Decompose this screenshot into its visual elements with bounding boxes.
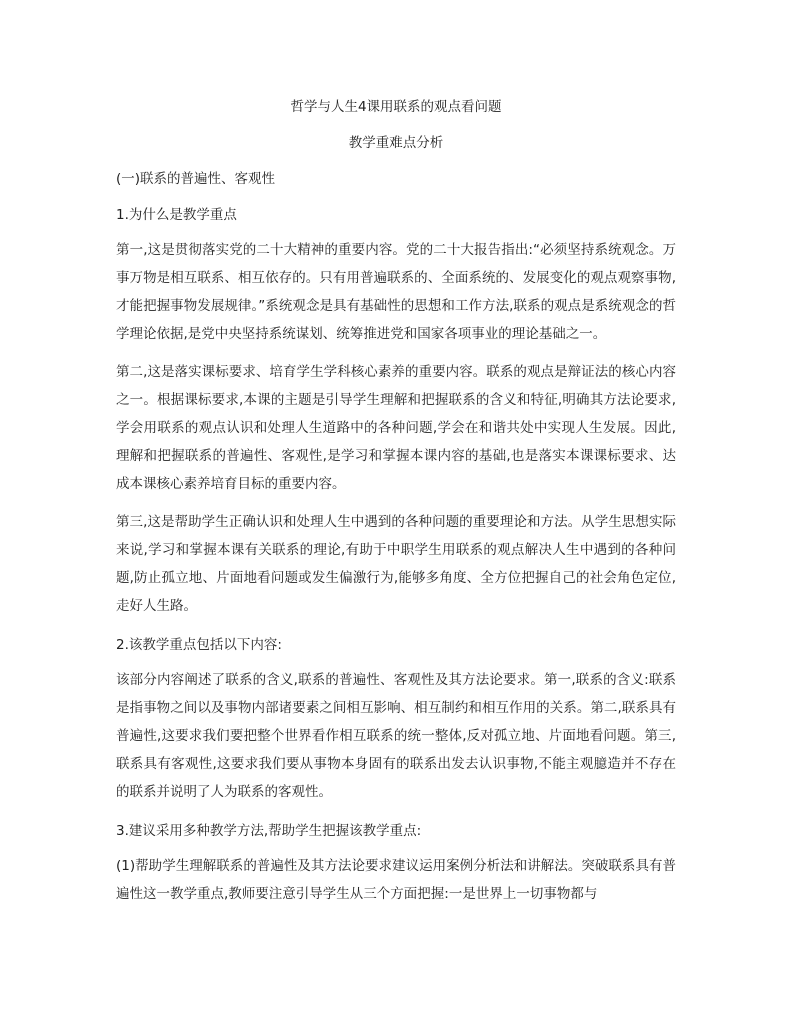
paragraph-3: 第三,这是帮助学生正确认识和处理人生中遇到的各种问题的重要理论和方法。从学生思想实际来说,学习和掌握本课有关联系的理论,有助于中职学生用联系的观点解决人生中遇到的各种问题,防止孤立地、片面地看问题或发生偏激行为,能够多角度、全方位把握自己的社会角色定位,走好人生路。 xyxy=(116,514,676,614)
subsection-heading-2: 2.该教学重点包括以下内容: xyxy=(116,637,282,653)
section-heading: (一)联系的普遍性、客观性 xyxy=(116,171,276,187)
subsection-heading-1: 1.为什么是教学重点 xyxy=(116,207,237,223)
subsection-heading-3: 3.建议采用多种教学方法,帮助学生把握该教学重点: xyxy=(116,823,422,839)
paragraph-2: 第二,这是落实课标要求、培育学生学科核心素养的重要内容。联系的观点是辩证法的核心内容之一。根据课标要求,本课的主题是引导学生理解和把握联系的含义和特征,明确其方法论要求,学会用联系的观点认识和处理人生道路中的各种问题,学会在和谐共处中实现人生发展。因此,理解和把握联系的普遍性、客观性,是学习和掌握本课内容的基础,也是落实本课课标要求、达成本课核心素养培育目标的重要内容。 xyxy=(116,364,676,492)
paragraph-1: 第一,这是贯彻落实党的二十大精神的重要内容。党的二十大报告指出:“必须坚持系统观念。万事万物是相互联系、相互依存的。只有用普遍联系的、全面系统的、发展变化的观点观察事物,才能把握事物发展规律。”系统观念是具有基础性的思想和工作方法,联系的观点是系统观念的哲学理论依据,是党中央坚持系统谋划、统筹推进党和国家各项事业的理论基础之一。 xyxy=(116,242,676,342)
document-subtitle: 教学重难点分析 xyxy=(348,135,444,151)
paragraph-5: (1)帮助学生理解联系的普遍性及其方法论要求建议运用案例分析法和讲解法。突破联系具有普遍性这一教学重点,教师要注意引导学生从三个方面把握:一是世界上一切事物都与 xyxy=(116,858,676,902)
document-page xyxy=(116,96,676,908)
document-title: 哲学与人生4课用联系的观点看问题 xyxy=(290,99,502,115)
paragraph-4: 该部分内容阐述了联系的含义,联系的普遍性、客观性及其方法论要求。第一,联系的含义:联系是指事物之间以及事物内部诸要素之间相互影响、相互制约和相互作用的关系。第二,联系具有普遍性,这要求我们要把整个世界看作相互联系的统一整体,反对孤立地、片面地看问题。第三,联系具有客观性,这要求我们要从事物本身固有的联系出发去认识事物,不能主观臆造并不存在的联系并说明了人为联系的客观性。 xyxy=(116,672,676,800)
